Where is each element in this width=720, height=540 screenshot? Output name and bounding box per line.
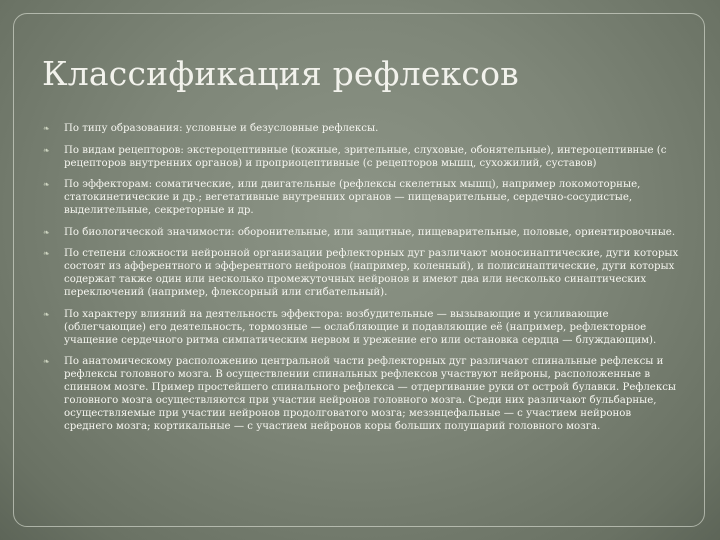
bullet-icon: ❧ [43,180,50,189]
bullet-text: По степени сложности нейронной организации рефлекторных дуг различают моносинаптические, дуги которых состоят из афферентного и эфферентного нейронов (например, коленный), и полисинаптические, дуги которых содержат также один или несколько промежуточных нейронов и имеют два или несколько синаптических переключений (например, флексорный или сгибательный). [64,248,679,298]
bullet-list [42,122,682,442]
bullet-item [42,308,682,347]
bullet-item [42,247,682,299]
bullet-item [42,122,682,135]
bullet-text: По эффекторам: соматические, или двигательные (рефлексы скелетных мышц), например локомоторные, статокинетические и др.; вегетативные внутренних органов — пищеварительные, сердечно-сосудистые, выделительные, секреторные и др. [64,179,641,216]
bullet-text: По биологической значимости: оборонительные, или защитные, пищеварительные, половые, ориентировочные. [64,226,676,238]
bullet-icon: ❧ [43,124,50,133]
bullet-icon: ❧ [43,145,50,155]
bullet-item [42,226,682,239]
bullet-text: По типу образования: условные и безусловные рефлексы. [64,123,379,134]
bullet-icon: ❧ [43,227,50,237]
slide-title: Классификация рефлексов [42,54,519,93]
bullet-text: По видам рецепторов: экстероцептивные (кожные, зрительные, слуховые, обонятельные), интероцептивные (с рецепторов внутренних органов) и проприоцептивные (с рецепторов мышц, сухожилий, суставов) [64,144,667,169]
bullet-text: По анатомическому расположению центральной части рефлекторных дуг различают спинальные рефлексы и рефлексы головного мозга. В осуществлении спинальных рефлексов участвуют нейроны, расположенные в спинном мозге. Пример простейшего спинального рефлекса — отдергивание руки от острой булавки. Рефлексы головного мозга осуществляются при участии нейронов головного мозга. Среди них различают бульбарные, осуществляемые при участии нейронов продолговатого мозга; мезэнцефальные — с участием нейронов среднего мозга; кортикальные — с участием нейронов коры больших полушарий головного мозга. [64,356,677,432]
bullet-icon: ❧ [43,357,50,366]
bullet-item [42,355,682,433]
bullet-text: По характеру влияний на деятельность эффектора: возбудительные — вызывающие и усиливающие (облегчающие) его деятельность, тормозные — ослабляющие и подавляющие её (например, рефлекторное учащение сердечного ритма симпатическим нервом и урежение его или остановка сердца — блуждающим). [64,308,657,346]
bullet-item [42,144,682,170]
bullet-icon: ❧ [43,309,50,319]
bullet-icon: ❧ [43,249,50,258]
bullet-item [42,178,682,217]
